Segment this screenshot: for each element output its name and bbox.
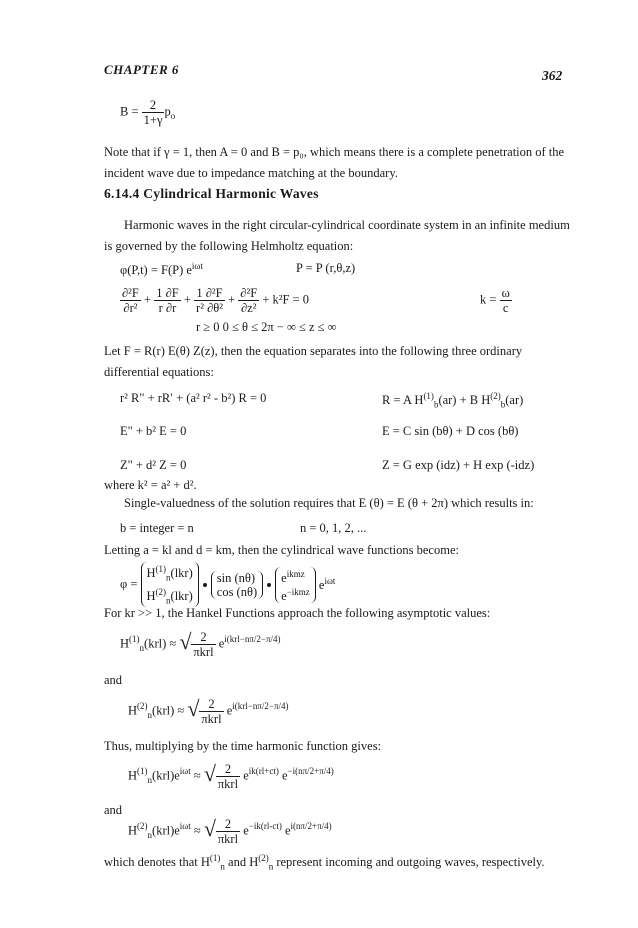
single-valued-line: Single-valuedness of the solution requires that E (θ) = E (θ + 2π) which results in: bbox=[124, 496, 534, 510]
square-root: √ $\frac{2}{\text{πkrl}}$ bbox=[187, 697, 223, 726]
final-sentence: which denotes that $H^{(1)}_n$ and $H^{(2)}_n$ represent incoming and outgoing waves, respectively. bbox=[104, 853, 545, 872]
chapter-header: CHAPTER 6 bbox=[104, 62, 179, 77]
exp-brace: $e^{ikmz}$ $e^{-ikmz}$ bbox=[275, 567, 316, 603]
equation-P: P = P (r,θ,z) bbox=[296, 261, 356, 275]
dot-operator bbox=[203, 583, 207, 587]
b-integer: b = integer = n bbox=[120, 521, 194, 535]
paragraph-separate: Let F = R(r) E(θ) Z(z), then the equation separates into the following three ordinary differential equations: bbox=[104, 344, 523, 379]
letting-line: Letting a = kl and d = km, then the cylindrical wave functions become: bbox=[104, 543, 459, 557]
time-harmonic-H1: $H^{(1)}_n(krl)e^{i\omega t}$ ≈ √ $\frac{2}{\text{πkrl}}$ $e^{ik(rl+ct)}$ $e^{-i(n\pi/2+\pi/4)}$ bbox=[128, 762, 334, 791]
solution-E: E = C sin (bθ) + D cos (bθ) bbox=[382, 424, 519, 438]
and-line-2: and bbox=[104, 803, 123, 817]
solution-Z: Z = G exp (idz) + H exp (-idz) bbox=[382, 458, 535, 472]
equation-phi: φ(P,t) = F(P) $e^{i\omega t}$ bbox=[120, 261, 203, 278]
square-root: √ $\frac{2}{\text{πkrl}}$ bbox=[204, 817, 240, 846]
paragraph-note: Note that if γ = 1, then A = 0 and B = p₀, which means there is a complete penetration of the incident wave due to impedance matching at the boundary. bbox=[104, 145, 565, 180]
asymptotic-H2: $H^{(2)}_n(krl)$ ≈ √ $\frac{2}{\text{πkrl}}$ $e^{i(krl-n\pi/2-\pi/4)}$ bbox=[128, 697, 288, 726]
domain-ranges: r ≥ 0 0 ≤ θ ≤ 2π − ∞ ≤ z ≤ ∞ bbox=[196, 320, 337, 334]
ode-E: E" + b² E = 0 bbox=[120, 424, 187, 438]
equation-k: k = $\frac{\omega}{c}$ bbox=[480, 286, 510, 315]
kr-line: For kr >> 1, the Hankel Functions approach the following asymptotic values: bbox=[104, 606, 491, 620]
paragraph-intro: Harmonic waves in the right circular-cylindrical coordinate system in an infinite medium is governed by the following Helmholtz equation: bbox=[104, 218, 570, 253]
page-number: 362 bbox=[542, 68, 563, 83]
where-line: where k² = a² + d². bbox=[104, 478, 197, 492]
asymptotic-H1: $H^{(1)}_n(krl)$ ≈ √ $\frac{2}{\text{πkrl}}$ $e^{i(krl-n\pi/2-\pi/4)}$ bbox=[120, 630, 280, 659]
trig-brace: sin (nθ) cos (nθ) bbox=[211, 571, 263, 599]
equation-B: B = $\frac{2}{1+\gamma}$ $p_o$ bbox=[120, 98, 176, 127]
square-root: √ $\frac{2}{\text{πkrl}}$ bbox=[179, 630, 215, 659]
thus-line: Thus, multiplying by the time harmonic function gives: bbox=[104, 739, 382, 753]
square-root: √ $\frac{2}{\text{πkrl}}$ bbox=[204, 762, 240, 791]
dot-operator bbox=[267, 583, 271, 587]
wave-functions: $\varphi = H^{(1)}_n(lkr)$ $H^{(2)}_n(lkr)\sin$ (nθ) $\cos (n\theta)e^{ikmz}$ $e^{-ikmz}$ $e^{i\omega t}$ bbox=[120, 564, 336, 606]
n-values: n = 0, 1, 2, ... bbox=[300, 521, 367, 535]
time-harmonic-H2: $H^{(2)}_n(krl)e^{i\omega t}$ ≈ √ $\frac{2}{\text{πkrl}}$ $e^{-ik(rl-ct)}$ $e^{i(n\pi/2+\pi/4)}$ bbox=[128, 817, 332, 846]
helmholtz-equation: $\frac{\text{∂²F}}{\text{∂r²}}$ + $\frac{1 \partial F}{r \partial r}$ + $\frac{\text{1 ∂²F}}{\text{r² ∂θ²}}$ + $\frac{\text{∂²F}}{\text{∂z²}}$ + k²F = 0 bbox=[122, 286, 309, 315]
fraction: $\frac{2}{1+\gamma}$ bbox=[143, 98, 163, 127]
hankel-brace: $H^{(1)}_n(lkr)$ $H^{(2)}_n(lkr)$ bbox=[141, 562, 199, 607]
and-line-1: and bbox=[104, 673, 123, 687]
ode-Z: Z" + d² Z = 0 bbox=[120, 458, 187, 472]
ode-R: r² R" + rR′ + (a² r² - b²) R = 0 bbox=[120, 391, 267, 405]
solution-R: R = A $H^{(1)}_b(ar) + B$ $H^{(2)}_b(ar)$ bbox=[382, 391, 524, 410]
section-title: 6.14.4 Cylindrical Harmonic Waves bbox=[104, 186, 319, 201]
